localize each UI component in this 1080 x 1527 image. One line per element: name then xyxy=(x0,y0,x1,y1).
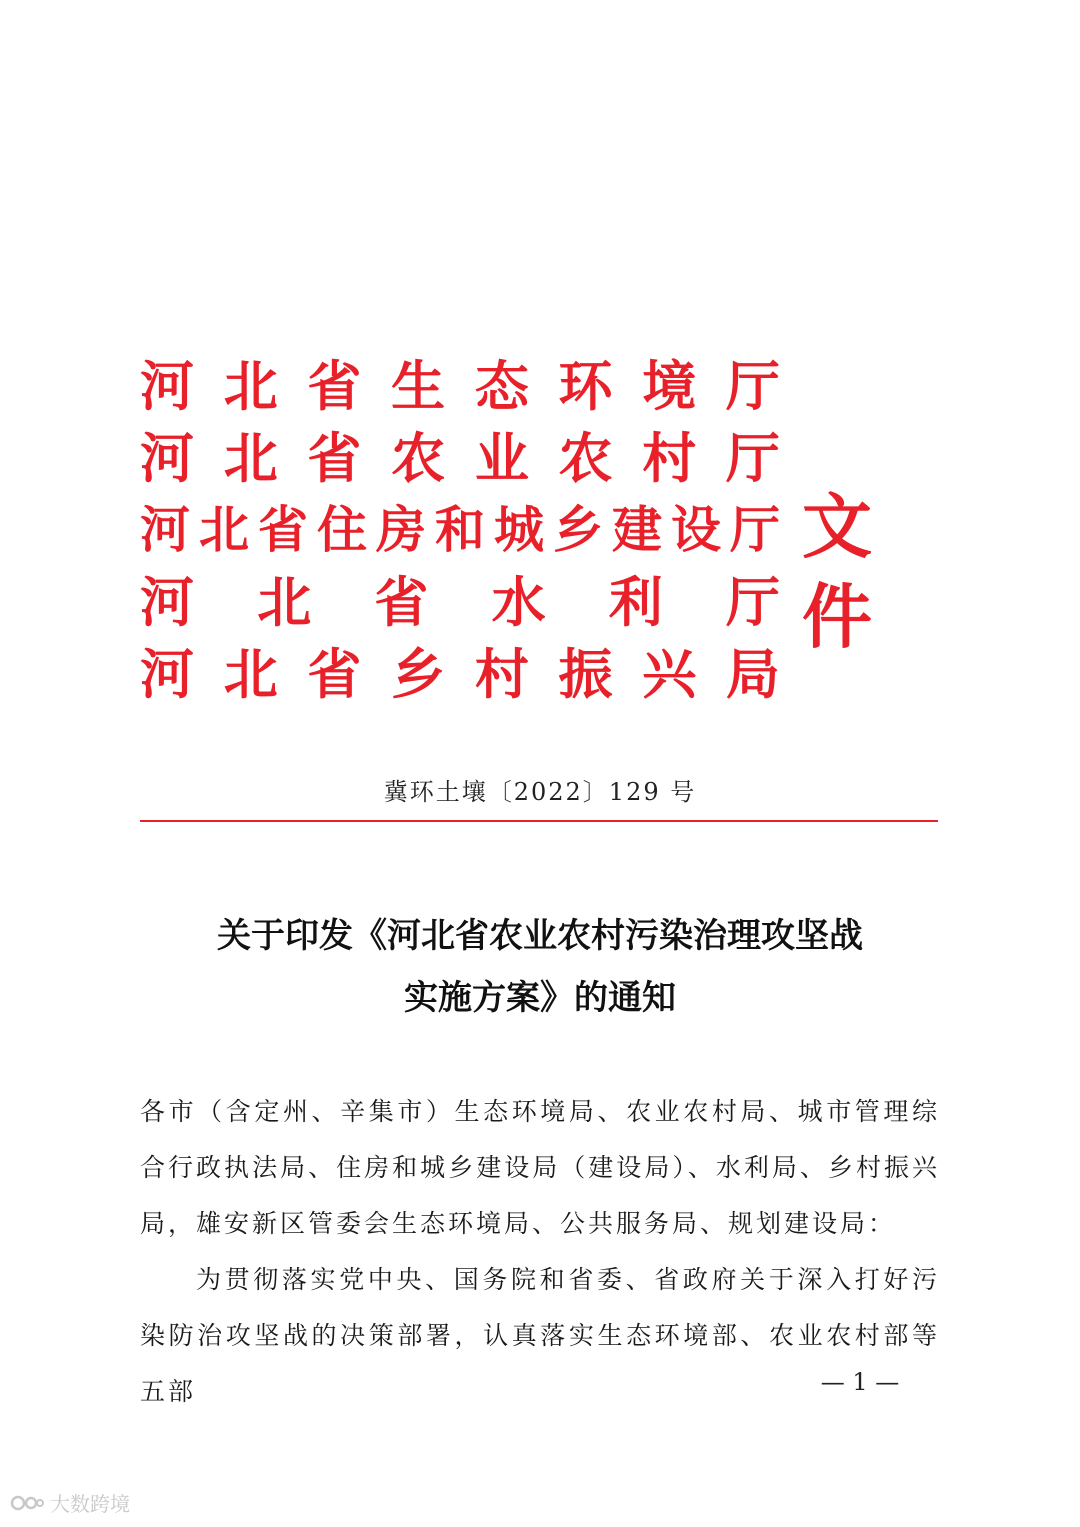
agency-char: 河 xyxy=(140,500,190,559)
agency-char: 村 xyxy=(642,426,697,490)
agency-char: 振 xyxy=(558,642,613,706)
agency-char: 乡 xyxy=(391,642,446,706)
addressee-paragraph: 各市（含定州、辛集市）生态环境局、农业农村局、城市管理综合行政执法局、住房和城乡建设局（建设局）、水利局、乡村振兴局，雄安新区管委会生态环境局、公共服务局、规划建设局： xyxy=(140,1097,940,1238)
agency-char: 乡 xyxy=(553,500,603,559)
agency-char: 厅 xyxy=(730,500,780,559)
agency-char: 生 xyxy=(391,354,446,418)
document-number: 冀环土壤〔2022〕129 号 xyxy=(383,778,697,806)
agency-char: 利 xyxy=(608,570,663,634)
agency-char: 北 xyxy=(223,354,278,418)
agency-char: 厅 xyxy=(725,570,780,634)
watermark xyxy=(10,1488,130,1517)
body-paragraph-1: 为贯彻落实党中央、国务院和省委、省政府关于深入打好污染防治攻坚战的决策部署，认真落实生态环境部、农业农村部等五部 xyxy=(140,1265,940,1406)
agency-line xyxy=(140,494,780,566)
agency-char: 设 xyxy=(671,500,721,559)
agency-char: 河 xyxy=(140,354,194,418)
agency-line xyxy=(140,350,780,422)
agency-char: 河 xyxy=(140,570,194,634)
agency-char: 态 xyxy=(474,354,529,418)
document-word: 文件 xyxy=(802,485,876,658)
agency-char: 厅 xyxy=(725,426,780,490)
agency-list xyxy=(140,350,780,710)
agency-char: 省 xyxy=(307,354,362,418)
agency-char: 北 xyxy=(223,642,278,706)
red-divider xyxy=(140,820,938,822)
title-line-1: 关于印发《河北省农业农村污染治理攻坚战 xyxy=(217,916,863,956)
agency-char: 厅 xyxy=(725,354,780,418)
agency-char: 农 xyxy=(558,426,613,490)
agency-char: 城 xyxy=(494,500,544,559)
agency-char: 北 xyxy=(199,500,249,559)
page-number: — 1 — xyxy=(820,1368,900,1396)
logo-icon xyxy=(10,1492,44,1514)
agency-line xyxy=(140,638,780,710)
agency-char: 业 xyxy=(474,426,529,490)
agency-char: 水 xyxy=(491,570,546,634)
title-line-2: 实施方案》的通知 xyxy=(404,978,676,1018)
agency-char: 河 xyxy=(140,642,194,706)
agency-char: 省 xyxy=(374,570,429,634)
agency-line xyxy=(140,566,780,638)
agency-char: 局 xyxy=(725,642,780,706)
agency-char: 建 xyxy=(612,500,662,559)
agency-char: 住 xyxy=(317,500,367,559)
agency-char: 境 xyxy=(642,354,697,418)
agency-char: 省 xyxy=(307,642,362,706)
agency-char: 农 xyxy=(391,426,446,490)
red-header xyxy=(140,350,940,710)
watermark-text: 大数跨境 xyxy=(50,1492,130,1516)
agency-char: 省 xyxy=(258,500,308,559)
agency-char: 村 xyxy=(474,642,529,706)
agency-char: 河 xyxy=(140,426,194,490)
agency-char: 兴 xyxy=(642,642,697,706)
agency-char: 和 xyxy=(435,500,485,559)
agency-char: 北 xyxy=(223,426,278,490)
agency-char: 北 xyxy=(257,570,312,634)
agency-char: 房 xyxy=(376,500,426,559)
agency-char: 省 xyxy=(307,426,362,490)
agency-line xyxy=(140,422,780,494)
agency-char: 环 xyxy=(558,354,613,418)
notice-title xyxy=(140,905,940,1029)
